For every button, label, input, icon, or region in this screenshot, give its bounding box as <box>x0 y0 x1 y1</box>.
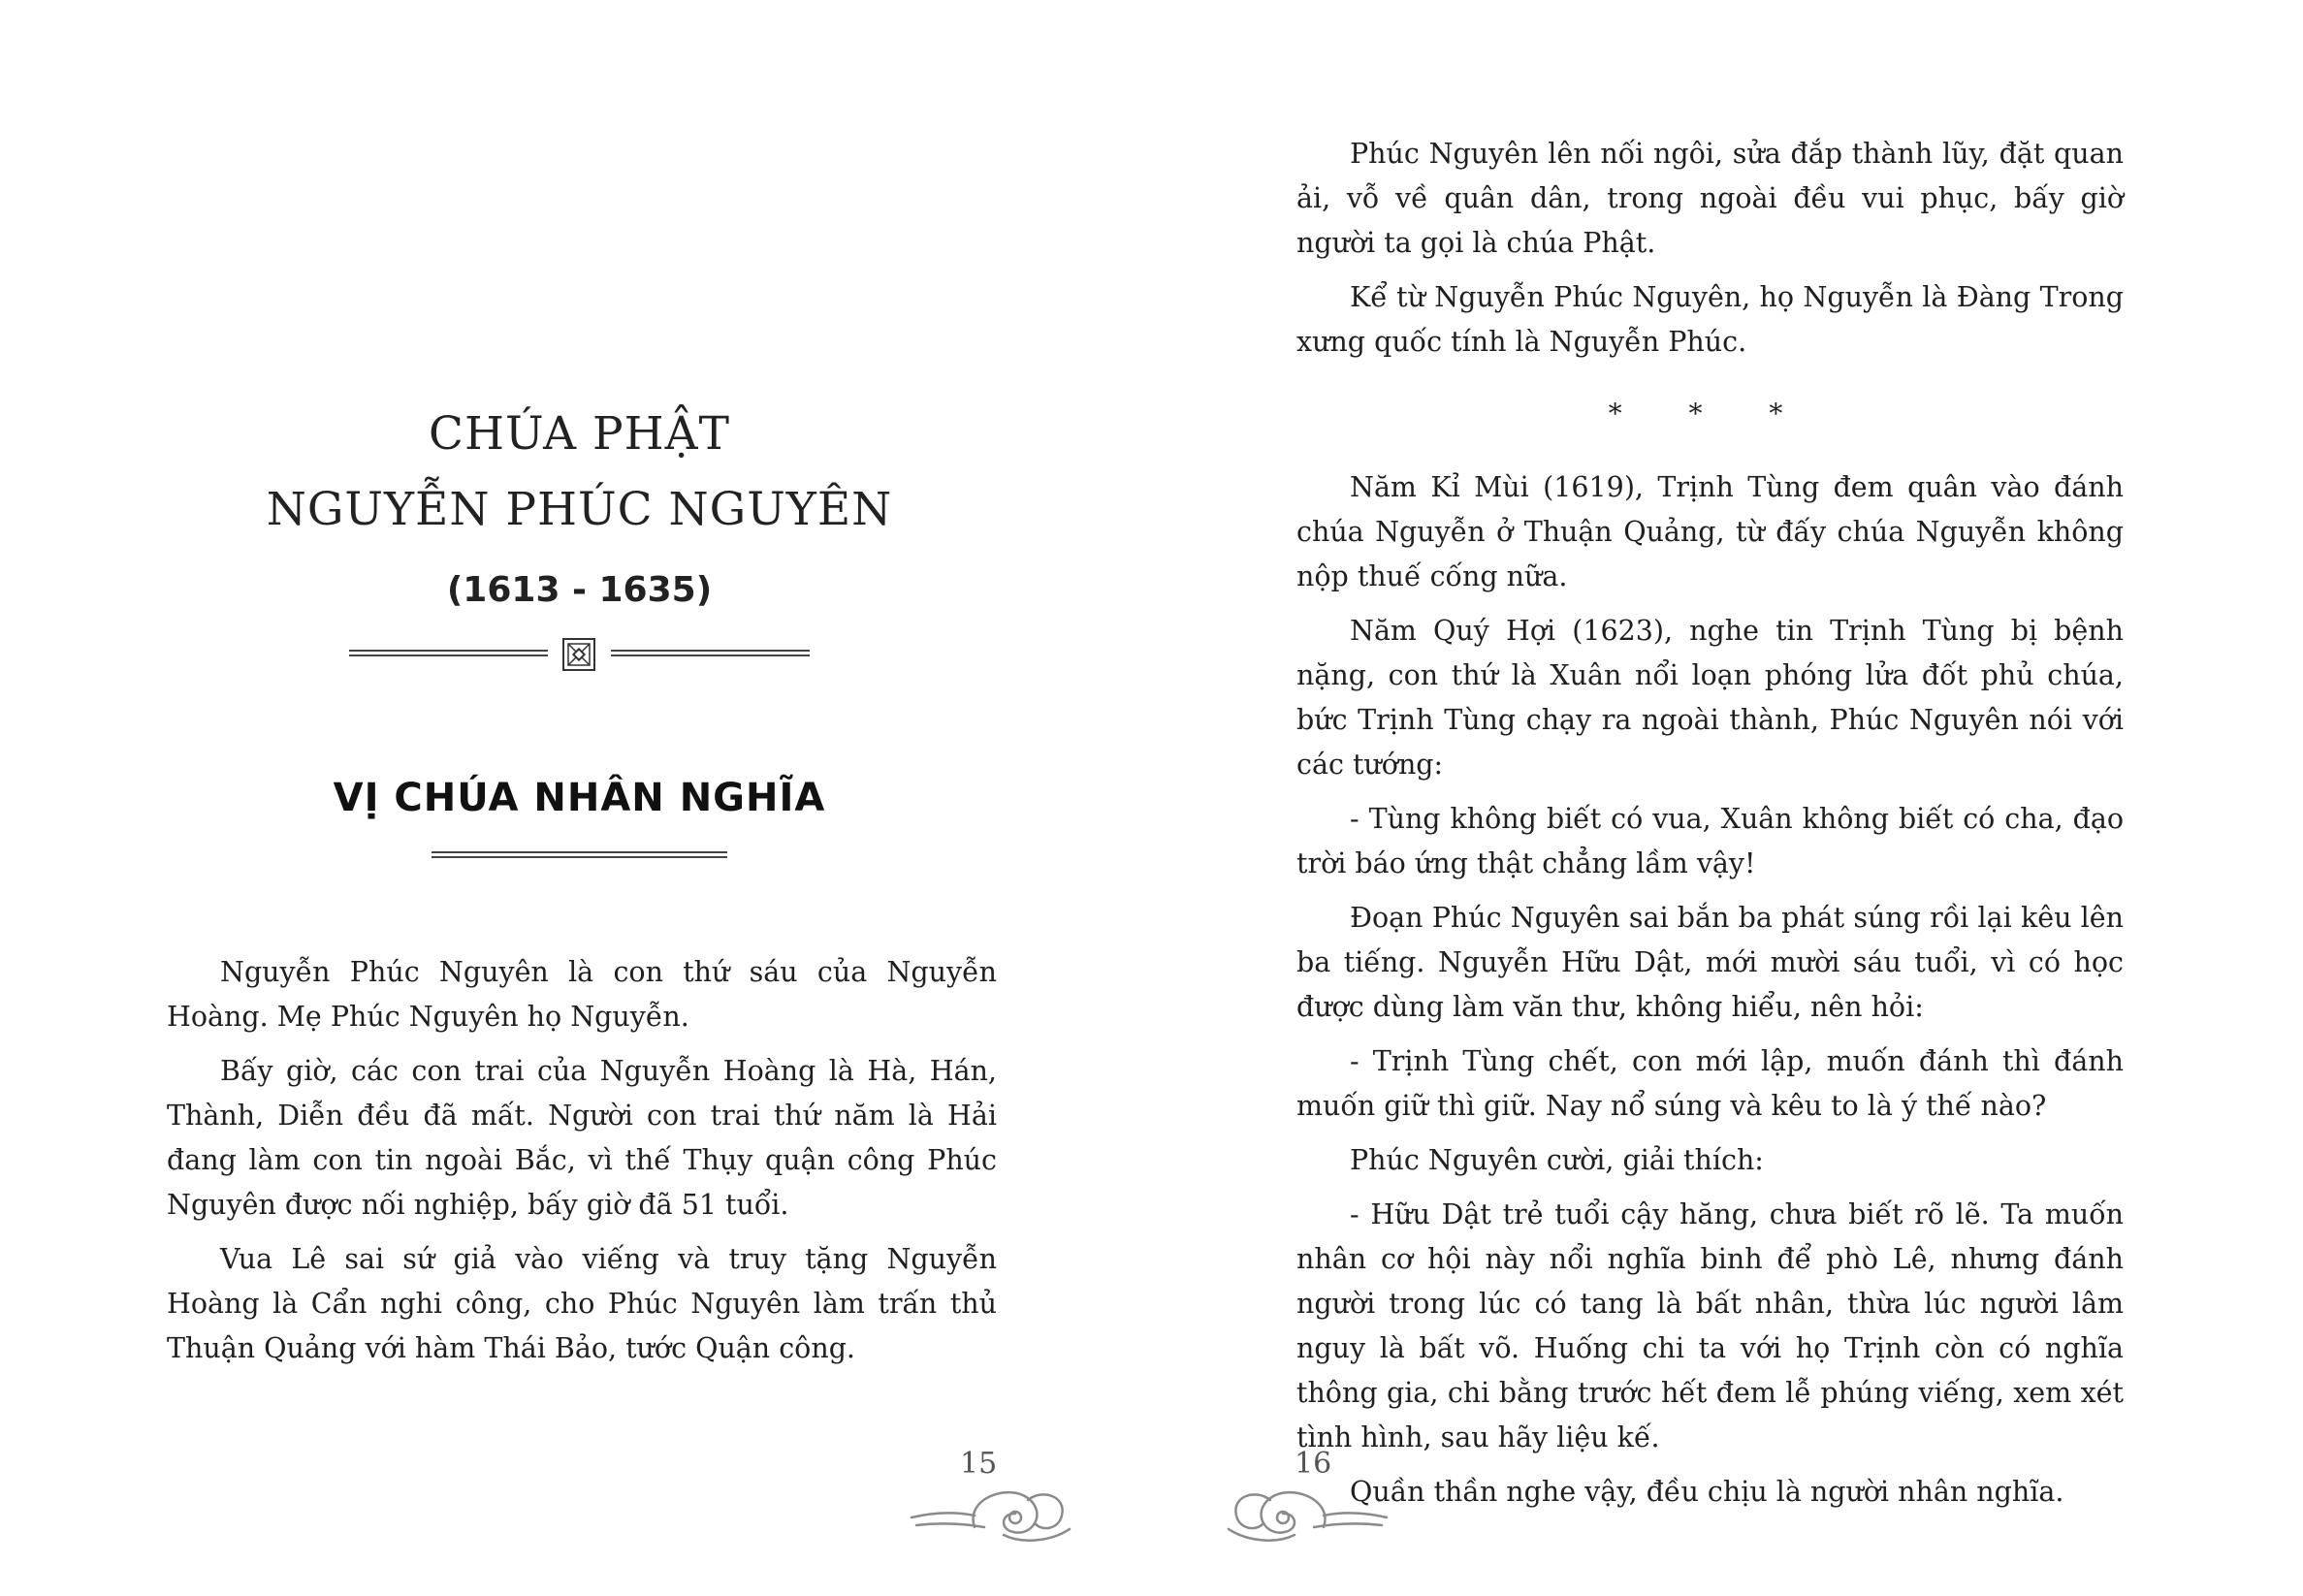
page-number-right: 16 <box>1295 1447 1332 1481</box>
chapter-title-line2: NGUYỄN PHÚC NGUYÊN <box>266 483 893 536</box>
paragraph: Nguyễn Phúc Nguyên là con thứ sáu của Nguyễn Hoàng. Mẹ Phúc Nguyên họ Nguyễn. <box>167 956 997 1033</box>
square-knot-ornament-icon <box>562 638 595 671</box>
cloud-swirl-ornament-icon <box>907 1479 1076 1547</box>
section-separator: * * * <box>1608 398 1812 430</box>
paragraph: - Trịnh Tùng chết, con mới lập, muốn đánh thì đánh muốn giữ thì giữ. Nay nổ súng và kêu to là ý thế nào? <box>1296 1045 2124 1122</box>
section-rule <box>432 851 727 861</box>
chapter-title-line1: CHÚA PHẬT <box>429 407 730 461</box>
paragraph: Vua Lê sai sứ giả vào viếng và truy tặng Nguyễn Hoàng là Cẩn nghi công, cho Phúc Nguyên làm trấn thủ Thuận Quảng với hàm Thái Bảo, tước Quận công. <box>167 1243 997 1364</box>
page-number-left: 15 <box>960 1447 998 1481</box>
section-title: VỊ CHÚA NHÂN NGHĨA <box>333 776 826 820</box>
left-page <box>0 0 1151 1596</box>
title-rule-left <box>349 650 548 659</box>
paragraph: Năm Kỉ Mùi (1619), Trịnh Tùng đem quân vào đánh chúa Nguyễn ở Thuận Quảng, từ đấy chúa Nguyễn không nộp thuế cống nữa. <box>1296 471 2124 592</box>
paragraph: - Hữu Dật trẻ tuổi cậy hăng, chưa biết rõ lẽ. Ta muốn nhân cơ hội này nổi nghĩa binh để phò Lê, nhưng đánh người trong lúc có tang là bất nhân, thừa lúc người lâm nguy là bất võ. Huống chi ta với họ Trịnh còn có nghĩa thông gia, chi bằng trước hết đem lễ phúng viếng, xem xét tình hình, sau hãy liệu kế. <box>1296 1198 2124 1453</box>
paragraph: Quần thần nghe vậy, đều chịu là người nhân nghĩa. <box>1350 1476 2064 1508</box>
paragraph: - Tùng không biết có vua, Xuân không biết có cha, đạo trời báo ứng thật chẳng lầm vậy! <box>1296 803 2124 879</box>
right-body-main-text <box>1296 465 2124 1524</box>
paragraph: Phúc Nguyên lên nối ngôi, sửa đắp thành lũy, đặt quan ải, vỗ về quân dân, trong ngoài đều vui phục, bấy giờ người ta gọi là chúa Phật. <box>1296 138 2124 259</box>
paragraph: Năm Quý Hợi (1623), nghe tin Trịnh Tùng bị bệnh nặng, con thứ là Xuân nổi loạn phóng lửa đốt phủ chúa, bức Trịnh Tùng chạy ra ngoài thành, Phúc Nguyên nói với các tướng: <box>1296 615 2124 781</box>
paragraph: Bấy giờ, các con trai của Nguyễn Hoàng là Hà, Hán, Thành, Diễn đều đã mất. Người con trai thứ năm là Hải đang làm con tin ngoài Bắc, vì thế Thụy quận công Phúc Nguyên được nối nghiệp, bấy giờ đã 51 tuổi. <box>167 1055 997 1221</box>
cloud-swirl-ornament-icon <box>1222 1479 1391 1547</box>
paragraph: Kể từ Nguyễn Phúc Nguyên, họ Nguyễn là Đàng Trong xưng quốc tính là Nguyễn Phúc. <box>1296 281 2124 358</box>
right-body-top-text <box>1296 132 2124 374</box>
paragraph: Đoạn Phúc Nguyên sai bắn ba phát súng rồi lại kêu lên ba tiếng. Nguyễn Hữu Dật, mới mười sáu tuổi, vì có học được dùng làm văn thư, không hiểu, nên hỏi: <box>1296 902 2124 1023</box>
paragraph: Phúc Nguyên cười, giải thích: <box>1350 1144 1764 1176</box>
left-body-text <box>167 950 997 1381</box>
title-rule-right <box>611 650 810 659</box>
chapter-years: (1613 - 1635) <box>446 570 713 610</box>
